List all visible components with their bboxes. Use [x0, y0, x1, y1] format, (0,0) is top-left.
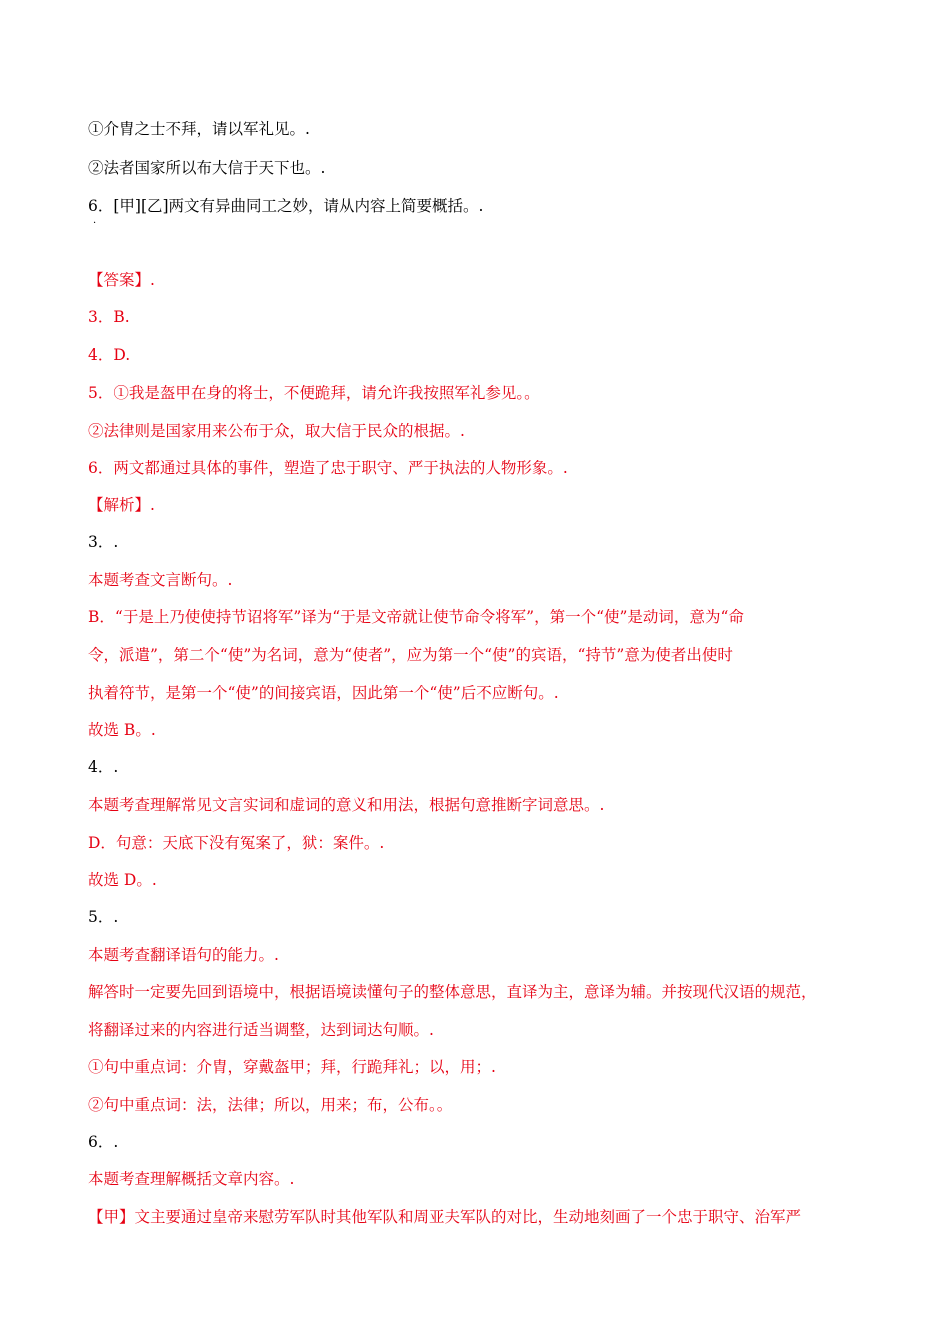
analysis-3-body-2: 令，派遣”，第二个“使”为名词，意为“使者”，应为第一个“使”的宾语，“持节”意为使者出使时	[88, 646, 733, 664]
analysis-3-intro: 本题考查文言断句。.	[88, 571, 233, 589]
question-6: 6．[甲][乙]两文有异曲同工之妙，请从内容上简要概括。.	[88, 197, 484, 215]
answer-3: 3．B.	[88, 308, 130, 326]
analysis-3-conclusion: 故选 B。.	[88, 721, 156, 739]
analysis-6-intro: 本题考查理解概括文章内容。.	[88, 1170, 295, 1188]
answer-5-part-1: 5．①我是盔甲在身的将士，不便跪拜，请允许我按照军礼参见。。	[88, 384, 540, 402]
analysis-5-body-2: 将翻译过来的内容进行适当调整，达到词达句顺。.	[88, 1021, 434, 1039]
analysis-5-body-1: 解答时一定要先回到语境中，根据语境读懂句子的整体意思，直译为主，意译为辅。并按现代汉语的规范，	[88, 983, 817, 1001]
question-5-sentence-2: ②法者国家所以布大信于天下也。.	[88, 159, 326, 177]
answer-5-part-2: ②法律则是国家用来公布于众，取大信于民众的根据。.	[88, 422, 465, 440]
analysis-4-body: D．句意：天底下没有冤案了，狱：案件。.	[88, 834, 385, 852]
analysis-4-number: 4．.	[88, 758, 119, 776]
analysis-5-intro: 本题考查翻译语句的能力。.	[88, 946, 279, 964]
answer-4: 4．D.	[88, 346, 131, 364]
stray-dot: ·	[93, 218, 97, 229]
analysis-6-number: 6．.	[88, 1133, 119, 1151]
analysis-4-conclusion: 故选 D。.	[88, 871, 157, 889]
analysis-5-keywords-1: ①句中重点词：介胄，穿戴盔甲；拜，行跪拜礼；以，用；.	[88, 1058, 496, 1076]
analysis-3-number: 3．.	[88, 533, 119, 551]
answer-heading: 【答案】.	[88, 271, 155, 289]
question-5-sentence-1: ①介胄之士不拜，请以军礼见。.	[88, 120, 310, 138]
analysis-6-body: 【甲】文主要通过皇帝来慰劳军队时其他军队和周亚夫军队的对比，生动地刻画了一个忠于职守、治军严	[88, 1208, 802, 1226]
analysis-heading: 【解析】.	[88, 496, 155, 514]
analysis-3-body-3: 执着符节，是第一个“使”的间接宾语，因此第一个“使”后不应断句。.	[88, 684, 559, 702]
answer-6: 6．两文都通过具体的事件，塑造了忠于职守、严于执法的人物形象。.	[88, 459, 568, 477]
analysis-5-keywords-2: ②句中重点词：法，法律；所以，用来；布，公布。。	[88, 1096, 453, 1114]
analysis-4-intro: 本题考查理解常见文言实词和虚词的意义和用法，根据句意推断字词意思。.	[88, 796, 605, 814]
analysis-3-body-1: B．“于是上乃使使持节诏将军”译为“于是文帝就让使节命令将军”，第一个“使”是动词，意为“命	[88, 608, 744, 626]
analysis-5-number: 5．.	[88, 908, 119, 926]
